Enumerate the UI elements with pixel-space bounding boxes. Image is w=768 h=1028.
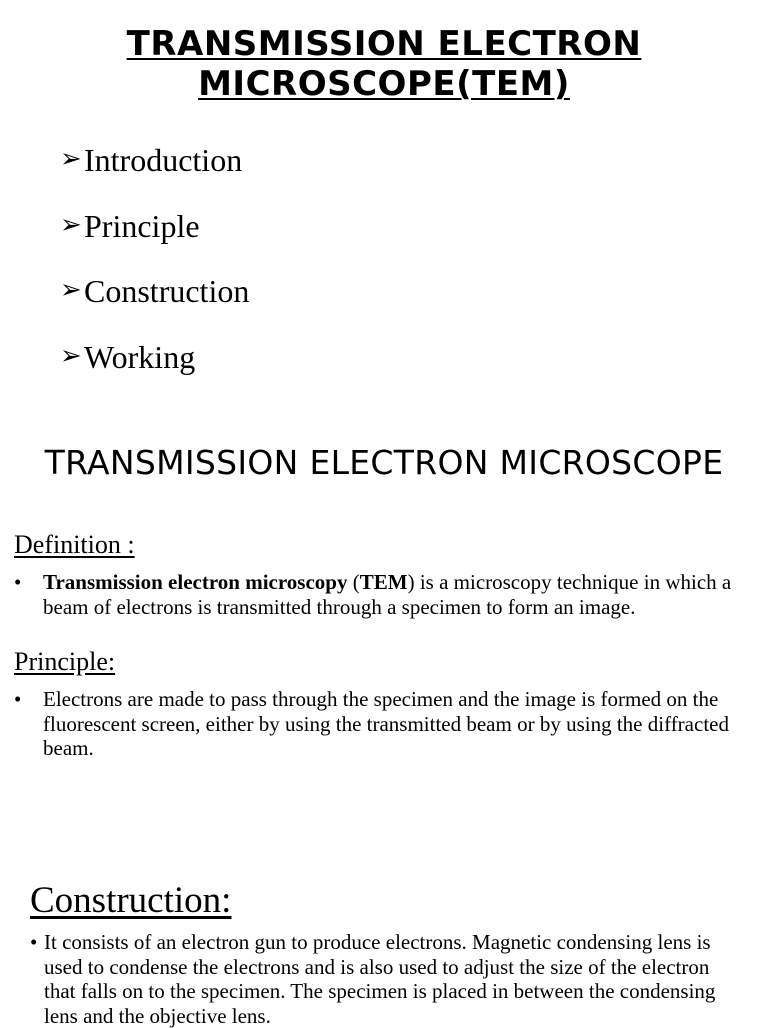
construction-text: It consists of an electron gun to produce electrons. Magnetic condensing lens is used to condense the electrons and is also used to adjust the size of the electron that falls on to the specimen. The specimen is placed in between the condensing lens and the objective lens.: [44, 930, 716, 1028]
page-title-line-2: MICROSCOPE(TEM): [198, 64, 570, 104]
bullet-dot: •: [30, 930, 38, 954]
outline-item-working: [60, 334, 249, 400]
outline-item-label: Introduction: [84, 142, 243, 178]
arrow-bullet-icon: ➢: [60, 144, 82, 173]
outline-item-label: Principle: [84, 207, 200, 244]
outline-item-construction: [60, 268, 249, 334]
bullet-dot: •: [14, 687, 22, 711]
arrow-bullet-icon: ➢: [60, 340, 82, 370]
section-heading: TRANSMISSION ELECTRON MICROSCOPE: [44, 443, 724, 482]
outline-item-label: Construction: [84, 273, 250, 309]
definition-bullet: [14, 570, 754, 619]
definition-open-paren: (: [347, 570, 360, 594]
principle-bullet: [14, 687, 738, 761]
definition-label: Definition :: [14, 530, 135, 559]
arrow-bullet-icon: ➢: [60, 275, 82, 304]
arrow-bullet-icon: ➢: [60, 209, 82, 239]
outline-item-label: Working: [84, 338, 196, 375]
page-title: [0, 24, 768, 104]
bullet-dot: •: [14, 570, 22, 594]
definition-abbrev: TEM: [359, 570, 408, 594]
definition-term: Transmission electron microscopy: [43, 570, 348, 594]
construction-bullet: [30, 930, 742, 1028]
outline-item-introduction: [60, 137, 249, 203]
page-title-line-1: TRANSMISSION ELECTRON: [126, 24, 642, 64]
construction-label: Construction:: [30, 880, 232, 921]
definition-rest: ) is a microscopy technique in which a beam of electrons is transmitted through a specimen to form an image.: [43, 570, 732, 619]
principle-text: Electrons are made to pass through the specimen and the image is formed on the fluorescent screen, either by using the transmitted beam or by using the diffracted beam.: [43, 687, 729, 760]
definition-text: [14, 570, 754, 619]
principle-label: Principle:: [14, 647, 116, 676]
outline-item-principle: [60, 203, 249, 269]
outline-list: [60, 137, 249, 399]
